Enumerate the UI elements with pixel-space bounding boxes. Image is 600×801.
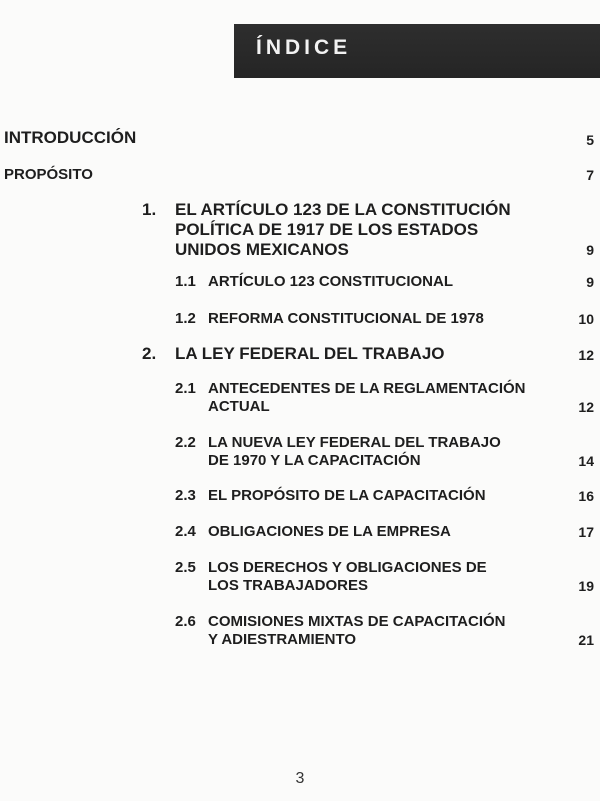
page-number: 3 [295,770,305,787]
toc-entry-page: 7 [586,167,594,183]
toc-entry-title-line: UNIDOS MEXICANOS [175,240,349,259]
toc-entry-introduccion[interactable] [4,128,594,148]
toc-entry-page: 9 [586,274,594,290]
toc-entry-number: 1. [142,200,157,219]
toc-entry-title: OBLIGACIONES DE LA EMPRESA [208,523,451,540]
toc-entry-number: 2.4 [175,523,196,540]
toc-entry-title-line: ANTECEDENTES DE LA REGLAMENTACIÓN [208,380,526,397]
toc-entry-page: 17 [578,524,594,540]
toc-entry-2-4[interactable] [175,523,555,541]
toc-entry-number: 2. [142,344,157,363]
toc-entry-page: 12 [578,347,594,363]
toc-entry-page: 12 [578,399,594,415]
toc-entry-page: 9 [586,242,594,258]
toc-entry-1-1[interactable] [175,273,555,291]
toc-entry-proposito[interactable] [4,166,594,184]
toc-entry-number: 2.1 [175,380,196,397]
toc-entry-page: 10 [578,311,594,327]
toc-entry-2-6[interactable] [175,613,565,649]
toc-entry-title: REFORMA CONSTITUCIONAL DE 1978 [208,310,484,327]
toc-entry-title: LA LEY FEDERAL DEL TRABAJO [175,344,445,363]
toc-entry-2-5[interactable] [175,559,565,595]
toc-entry-page: 19 [578,578,594,594]
toc-entry-title-line: LOS TRABAJADORES [208,577,369,594]
toc-entry-2-1[interactable] [175,380,565,416]
toc-entry-1-2[interactable] [175,310,555,328]
toc-entry-title-line: LOS DERECHOS Y OBLIGACIONES DE [208,559,487,576]
index-header-bar [234,24,600,78]
toc-entry-number: 2.2 [175,434,196,451]
toc-entry-page: 5 [586,132,594,148]
toc-entry-number: 2.5 [175,559,196,576]
toc-entry-title-line: EL ARTÍCULO 123 DE LA CONSTITUCIÓN [175,200,511,219]
toc-entry-2-2[interactable] [175,434,565,470]
toc-entry-title-line: Y ADIESTRAMIENTO [208,631,357,648]
toc-entry-number: 1.1 [175,273,196,290]
toc-entry-2[interactable] [142,344,562,364]
toc-entry-number: 2.6 [175,613,196,630]
toc-entry-page: 16 [578,488,594,504]
toc-entry-title: PROPÓSITO [4,166,93,183]
toc-entry-title-line: ACTUAL [208,398,270,415]
toc-entry-title-line: COMISIONES MIXTAS DE CAPACITACIÓN [208,613,506,630]
toc-entry-title-line: LA NUEVA LEY FEDERAL DEL TRABAJO [208,434,501,451]
toc-entry-page: 21 [578,632,594,648]
toc-entry-title-line: DE 1970 Y LA CAPACITACIÓN [208,452,421,469]
toc-entry-title: EL PROPÓSITO DE LA CAPACITACIÓN [208,487,486,504]
toc-entry-title: ARTÍCULO 123 CONSTITUCIONAL [208,273,454,290]
toc-entry-1[interactable] [142,200,562,260]
toc-entry-page: 14 [578,453,594,469]
index-title: ÍNDICE [256,36,352,59]
toc-entry-number: 2.3 [175,487,196,504]
toc-entry-2-3[interactable] [175,487,555,505]
toc-entry-title: INTRODUCCIÓN [4,128,137,147]
toc-entry-title-line: POLÍTICA DE 1917 DE LOS ESTADOS [175,220,479,239]
toc-entry-number: 1.2 [175,310,196,327]
